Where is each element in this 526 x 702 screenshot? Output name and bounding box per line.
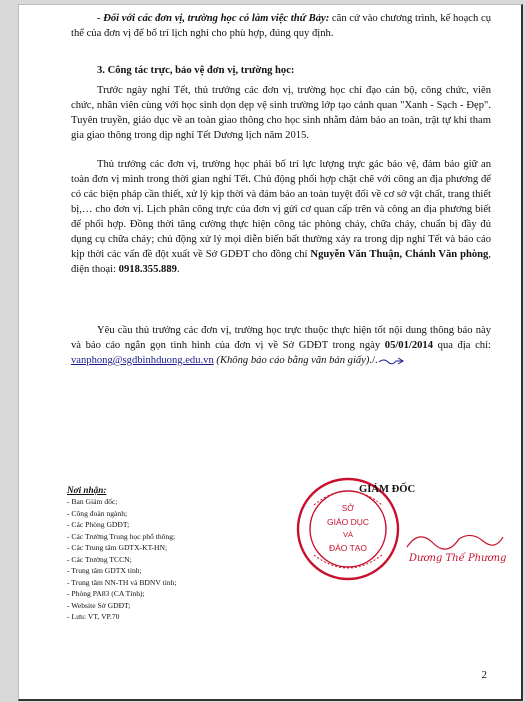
seal-line-1: SỞ: [341, 504, 355, 513]
report-end: ./.: [369, 355, 378, 366]
recipients-list: [67, 496, 177, 623]
recipient-item: - Trung tâm NN-TH và BDNV tỉnh;: [67, 577, 177, 587]
handwritten-signature-icon: [399, 525, 509, 555]
para-report-text: Yêu cầu thủ trưởng các đơn vị, trường học trực thuộc thực hiện tốt nội dung thông báo này và báo cáo ngắn gọn tình hình của đơn vị về Sở GDĐT trong ngày: [71, 325, 491, 351]
recipient-item: - Lưu: VT, VP.70: [67, 612, 120, 621]
signer-title: GIÁM ĐỐC: [359, 484, 416, 495]
recipient-item: - Trung tâm GDTX tỉnh;: [67, 566, 142, 575]
report-note: (Không báo cáo bằng văn bản giấy): [213, 355, 370, 366]
recipient-item: - Phòng PA83 (CA Tỉnh);: [67, 589, 145, 598]
para-report: [71, 323, 491, 368]
recipient-item: - Website Sở GDĐT;: [67, 600, 131, 610]
signer-name: Dương Thế Phương: [409, 553, 507, 564]
recipient-item: - Các Trường TCCN;: [67, 554, 132, 564]
para-saturday-lead: - Đối với các đơn vị, trường học có làm việc thứ Bảy:: [97, 13, 330, 24]
contact-person: Nguyễn Văn Thuận, Chánh Văn phòng: [310, 249, 489, 260]
recipients-title: Nơi nhận:: [67, 485, 107, 495]
phone-label: , điện thoại:: [71, 249, 492, 275]
para-security-end: .: [176, 264, 180, 275]
page-number: 2: [481, 669, 487, 681]
recipient-item: - Các Phòng GDĐT;: [67, 520, 130, 529]
document-page: [18, 4, 523, 701]
report-email-link[interactable]: vanphong@sgdbinhduong.edu.vn: [71, 355, 214, 366]
recipient-item: - Các Trung tâm GDTX-KT-HN;: [67, 543, 168, 552]
contact-phone: 0918.355.889: [118, 264, 177, 275]
recipient-item: - Công đoàn ngành;: [67, 508, 128, 518]
para-saturday-text: căn cứ vào chương trình, kế hoạch cụ thể của đơn vị để bố trí lịch nghỉ cho phù hợp, đúng quy định.: [71, 13, 491, 39]
para-cleaning: Trước ngày nghỉ Tết, thủ trưởng các đơn vị, trường học chỉ đạo cán bộ, công chức, viên chức, nhân viên cùng với học sinh dọn dẹp vệ sinh trường lớp tạo cảnh quan "Xanh - Sạch - Đẹp". Tuyên truyền, giáo dục về an toàn giao thông cho học sinh nhằm đảm bảo an toàn, trật tự khi tham gia giao thông trong dịp nghỉ Tết Dương lịch năm 2015.: [71, 85, 491, 141]
report-via: qua địa chỉ:: [433, 340, 491, 351]
section-3-heading: 3. Công tác trực, bảo vệ đơn vị, trường học:: [97, 65, 295, 76]
para-security: [71, 157, 491, 277]
seal-line-2: GIÁO DỤC: [326, 517, 370, 527]
report-date: 05/01/2014: [384, 340, 434, 351]
recipient-item: - Các Trường Trung học phổ thông;: [67, 531, 176, 541]
seal-line-4: ĐÀO TẠO: [328, 543, 368, 553]
seal-line-3: VÀ: [342, 530, 354, 539]
recipient-item: - Ban Giám đốc;: [67, 497, 118, 506]
para-security-text: Thủ trưởng các đơn vị, trường học phải bố trí lực lượng trực gác bảo vệ, đảm bảo giữ an toàn đơn vị mình trong thời gian nghỉ Tết. Chủ động phối hợp chặt chẽ với công an địa phương để có các biện pháp cần thiết, xử lý kịp thời và đảm bảo an toàn tuyệt đối về cơ sở vật chất, trang thiết bị,… cho đơn vị. Lịch phân công trực của đơn vị gửi cơ quan cấp trên và công an địa phương biết để phối hợp. Đồng thời tăng cường thực hiện công tác phòng cháy, chữa cháy, chuẩn bị đầy đủ dụng cụ chữa cháy; chủ động xử lý mọi diễn biến bất thường xảy ra trong dịp nghỉ Tết và báo cáo kịp thời các vấn đề đột xuất về Sở GDĐT cho đồng chí: [71, 159, 491, 260]
handwritten-mark-icon: [378, 356, 404, 366]
para-saturday: [71, 11, 491, 41]
